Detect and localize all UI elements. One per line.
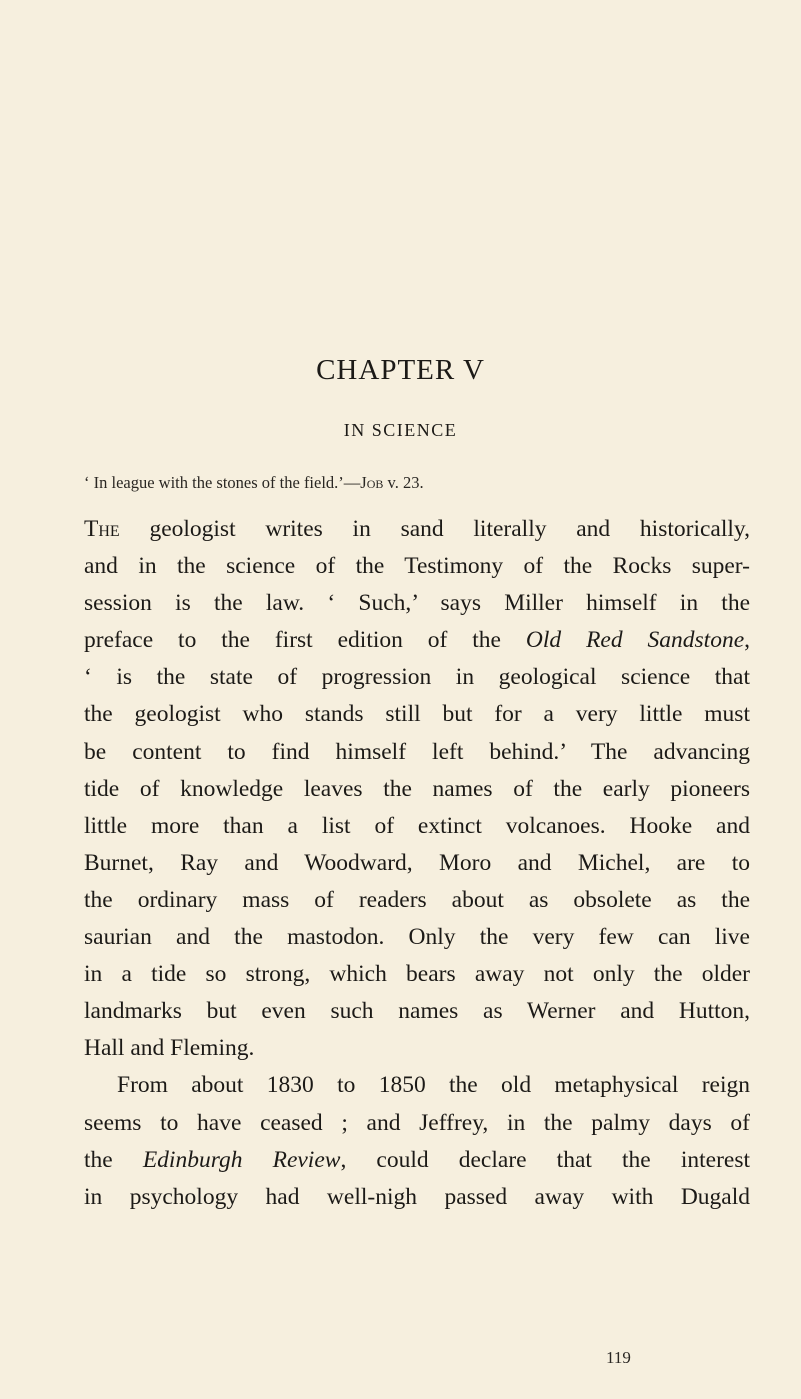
text-line: and in the science of the Testimony of the Rocks super- bbox=[84, 553, 750, 580]
text-line: the geologist who stands still but for a very little must bbox=[84, 701, 750, 728]
punctuation: , bbox=[744, 627, 750, 654]
chapter-title: CHAPTER V bbox=[316, 354, 485, 386]
text-line: tide of knowledge leaves the names of the early pioneers bbox=[84, 775, 750, 802]
text-line bbox=[84, 622, 750, 659]
text-line: little more than a list of extinct volcanoes. Hooke and bbox=[84, 812, 750, 839]
epigraph bbox=[84, 471, 744, 495]
epigraph-quote: ‘ In league with the stones of the field.’— bbox=[84, 473, 361, 492]
book-title: Old Red Sandstone bbox=[525, 627, 745, 654]
book-title: Edinburgh Review bbox=[142, 1146, 341, 1173]
epigraph-source-book: Job bbox=[360, 473, 384, 492]
text-line: Hall and Fleming. bbox=[84, 1035, 255, 1062]
epigraph-source-ref: v. 23. bbox=[383, 473, 424, 492]
line-text: preface to the first edition of the bbox=[84, 627, 526, 654]
text-line: ‘ is the state of progression in geological science that bbox=[84, 664, 750, 691]
page-number: 119 bbox=[606, 1348, 631, 1367]
text-line: in a tide so strong, which bears away not only the older bbox=[84, 961, 750, 988]
first-word: The bbox=[84, 516, 120, 542]
text-line bbox=[84, 1142, 750, 1179]
text-line: landmarks but even such names as Werner and Hutton, bbox=[84, 998, 750, 1025]
text-line: session is the law. ‘ Such,’ says Miller himself in the bbox=[84, 590, 750, 617]
text-line: be content to find himself left behind.’ The advancing bbox=[84, 738, 750, 765]
line-text: the bbox=[84, 1146, 143, 1173]
text-line: in psychology had well-nigh passed away with Dugald bbox=[84, 1183, 750, 1210]
section-title: IN SCIENCE bbox=[343, 420, 458, 440]
text-line: From about 1830 to 1850 the old metaphysical reign bbox=[117, 1072, 750, 1099]
paragraph bbox=[84, 511, 750, 1067]
text-line: the ordinary mass of readers about as obsolete as the bbox=[84, 886, 750, 913]
line-text: geologist writes in sand literally and historically, bbox=[119, 516, 750, 542]
text-line: seems to have ceased ; and Jeffrey, in the palmy days of bbox=[84, 1109, 750, 1136]
text-line bbox=[84, 511, 750, 548]
text-line: Burnet, Ray and Woodward, Moro and Michel, are to bbox=[84, 849, 750, 876]
line-text: could declare that the interest bbox=[346, 1146, 751, 1173]
punctuation: , bbox=[340, 1146, 347, 1173]
body-text bbox=[84, 511, 750, 1216]
text-line: saurian and the mastodon. Only the very few can live bbox=[84, 924, 750, 951]
paragraph bbox=[84, 1067, 750, 1215]
